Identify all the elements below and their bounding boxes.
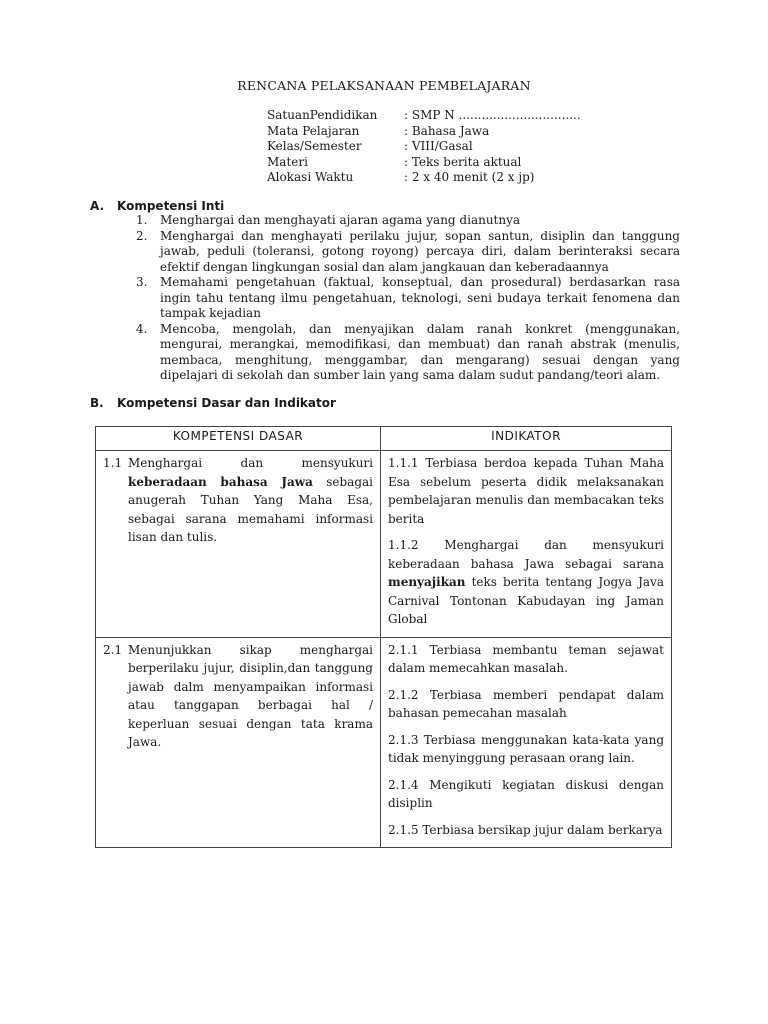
kd-content: [103, 641, 373, 752]
list-number: 1.: [136, 213, 148, 227]
kd-text-part: Menghargai dan mensyukuri: [128, 456, 373, 470]
indicator-item: [388, 641, 664, 678]
indicator-text-bold: menyajikan: [388, 575, 466, 589]
meta-value: : Teks berita aktual: [404, 154, 522, 169]
list-item: [136, 229, 680, 276]
section-a-heading: [90, 199, 224, 213]
indicator-text: 2.1.2 Terbiasa memberi pendapat dalam bahasan pemecahan masalah: [388, 687, 664, 720]
meta-label: SatuanPendidikan: [267, 108, 378, 122]
meta-value: : Bahasa Jawa: [404, 123, 490, 138]
list-number: 2.: [136, 228, 148, 243]
kd-cell: [96, 637, 381, 848]
indicator-text: 2.1.1 Terbiasa membantu teman sejawat dalam memecahkan masalah.: [388, 642, 664, 675]
kd-cell: [96, 451, 381, 638]
indikator-cell: [381, 451, 672, 638]
meta-value: : SMP N ................................: [404, 108, 581, 122]
section-letter: A.: [90, 199, 105, 213]
list-text: Memahami pengetahuan (faktual, konseptual, dan prosedural) berdasarkan rasa ingin tahu tentang ilmu pengetahuan, teknologi, seni budaya terkait fenomena dan tampak kejadian: [160, 275, 680, 320]
meta-value: : VIII/Gasal: [404, 139, 473, 153]
kd-number: 2.1: [103, 642, 123, 657]
table-row: [96, 637, 672, 848]
meta-row-alokasi: [267, 170, 667, 186]
indicator-item: [388, 454, 664, 528]
kd-text-part: sebagai anugerah Tuhan Yang Maha Esa, sebagai sarana memahami informasi lisan dan tulis.: [128, 474, 373, 544]
indicator-item: [388, 536, 664, 629]
indicator-item: [388, 686, 664, 723]
column-header-kd: KOMPETENSI DASAR: [96, 427, 381, 451]
indicator-item: [388, 776, 664, 813]
indicator-item: [388, 731, 664, 768]
meta-label: Mata Pelajaran: [267, 123, 360, 138]
meta-label: Materi: [267, 154, 308, 169]
list-item: [136, 213, 680, 229]
list-text: Mencoba, mengolah, dan menyajikan dalam ranah konkret (menggunakan, mengurai, merangkai, memodifikasi, dan membuat) dan ranah abstrak (menulis, membaca, menghitung, menggambar, dan mengarang) sesuai dengan yang dipelajari di sekolah dan sumber lain yang sama dalam sudut pandang/teori alam.: [160, 321, 680, 382]
meta-value: : 2 x 40 menit (2 x jp): [404, 170, 535, 184]
section-letter: B.: [90, 396, 104, 410]
indicator-text: 2.1.3 Terbiasa menggunakan kata-kata yang tidak menyinggung perasaan orang lain.: [388, 732, 664, 765]
meta-row-mapel: [267, 124, 667, 140]
list-item: [136, 322, 680, 384]
kd-text: Menunjukkan sikap menghargai berperilaku jujur, disiplin,dan tanggung jawab dalm menyampaikan informasi atau tanggapan berbagai hal / keperluan sesuai dengan tata krama Jawa.: [128, 642, 373, 749]
list-number: 4.: [136, 321, 148, 336]
section-title: Kompetensi Dasar dan Indikator: [117, 396, 336, 410]
meta-label: Alokasi Waktu: [267, 170, 354, 184]
kd-text-bold: keberadaan bahasa Jawa: [128, 474, 313, 489]
meta-row-materi: [267, 155, 667, 171]
list-number: 3.: [136, 275, 148, 289]
table-header-row: [96, 427, 672, 451]
list-text: Menghargai dan menghayati ajaran agama yang dianutnya: [160, 213, 521, 227]
section-b-heading: [90, 396, 336, 410]
indicator-text: 2.1.4 Mengikuti kegiatan diskusi dengan disiplin: [388, 777, 664, 810]
indicator-text: 1.1.2 Menghargai dan mensyukuri keberadaan bahasa Jawa sebagai sarana: [388, 538, 664, 571]
meta-row-satuan: [267, 108, 667, 124]
column-header-indikator: INDIKATOR: [381, 427, 672, 451]
list-item: [136, 275, 680, 322]
meta-label: Kelas/Semester: [267, 139, 362, 153]
indikator-cell: [381, 637, 672, 848]
list-text: Menghargai dan menghayati perilaku jujur, sopan santun, disiplin dan tanggung jawab, peduli (toleransi, gotong royong) percaya diri, dalam berinteraksi secara efektif dengan lingkungan sosial dan alam jangkauan dan keberadaannya: [160, 228, 680, 274]
identity-block: [267, 108, 667, 186]
kd-number: 1.1: [103, 456, 123, 470]
meta-row-kelas: [267, 139, 667, 155]
table-row: [96, 451, 672, 638]
indicator-item: [388, 821, 664, 840]
indicator-text: 2.1.5 Terbiasa bersikap jujur dalam berkarya: [388, 822, 663, 837]
indicator-text: teks berita tentang Jogya Java Carnival Tontonan Kabudayan ing Jaman Global: [388, 575, 664, 626]
kd-indikator-table: [95, 426, 672, 848]
section-title: Kompetensi Inti: [117, 199, 225, 213]
kd-text: [128, 454, 373, 547]
kd-content: [103, 454, 373, 547]
page-title: RENCANA PELAKSANAAN PEMBELAJARAN: [237, 78, 531, 93]
kompetensi-inti-list: [136, 213, 680, 384]
indicator-text: 1.1.1 Terbiasa berdoa kepada Tuhan Maha Esa sebelum peserta didik melaksanakan pembelajaran menulis dan membacakan teks berita: [388, 456, 664, 526]
